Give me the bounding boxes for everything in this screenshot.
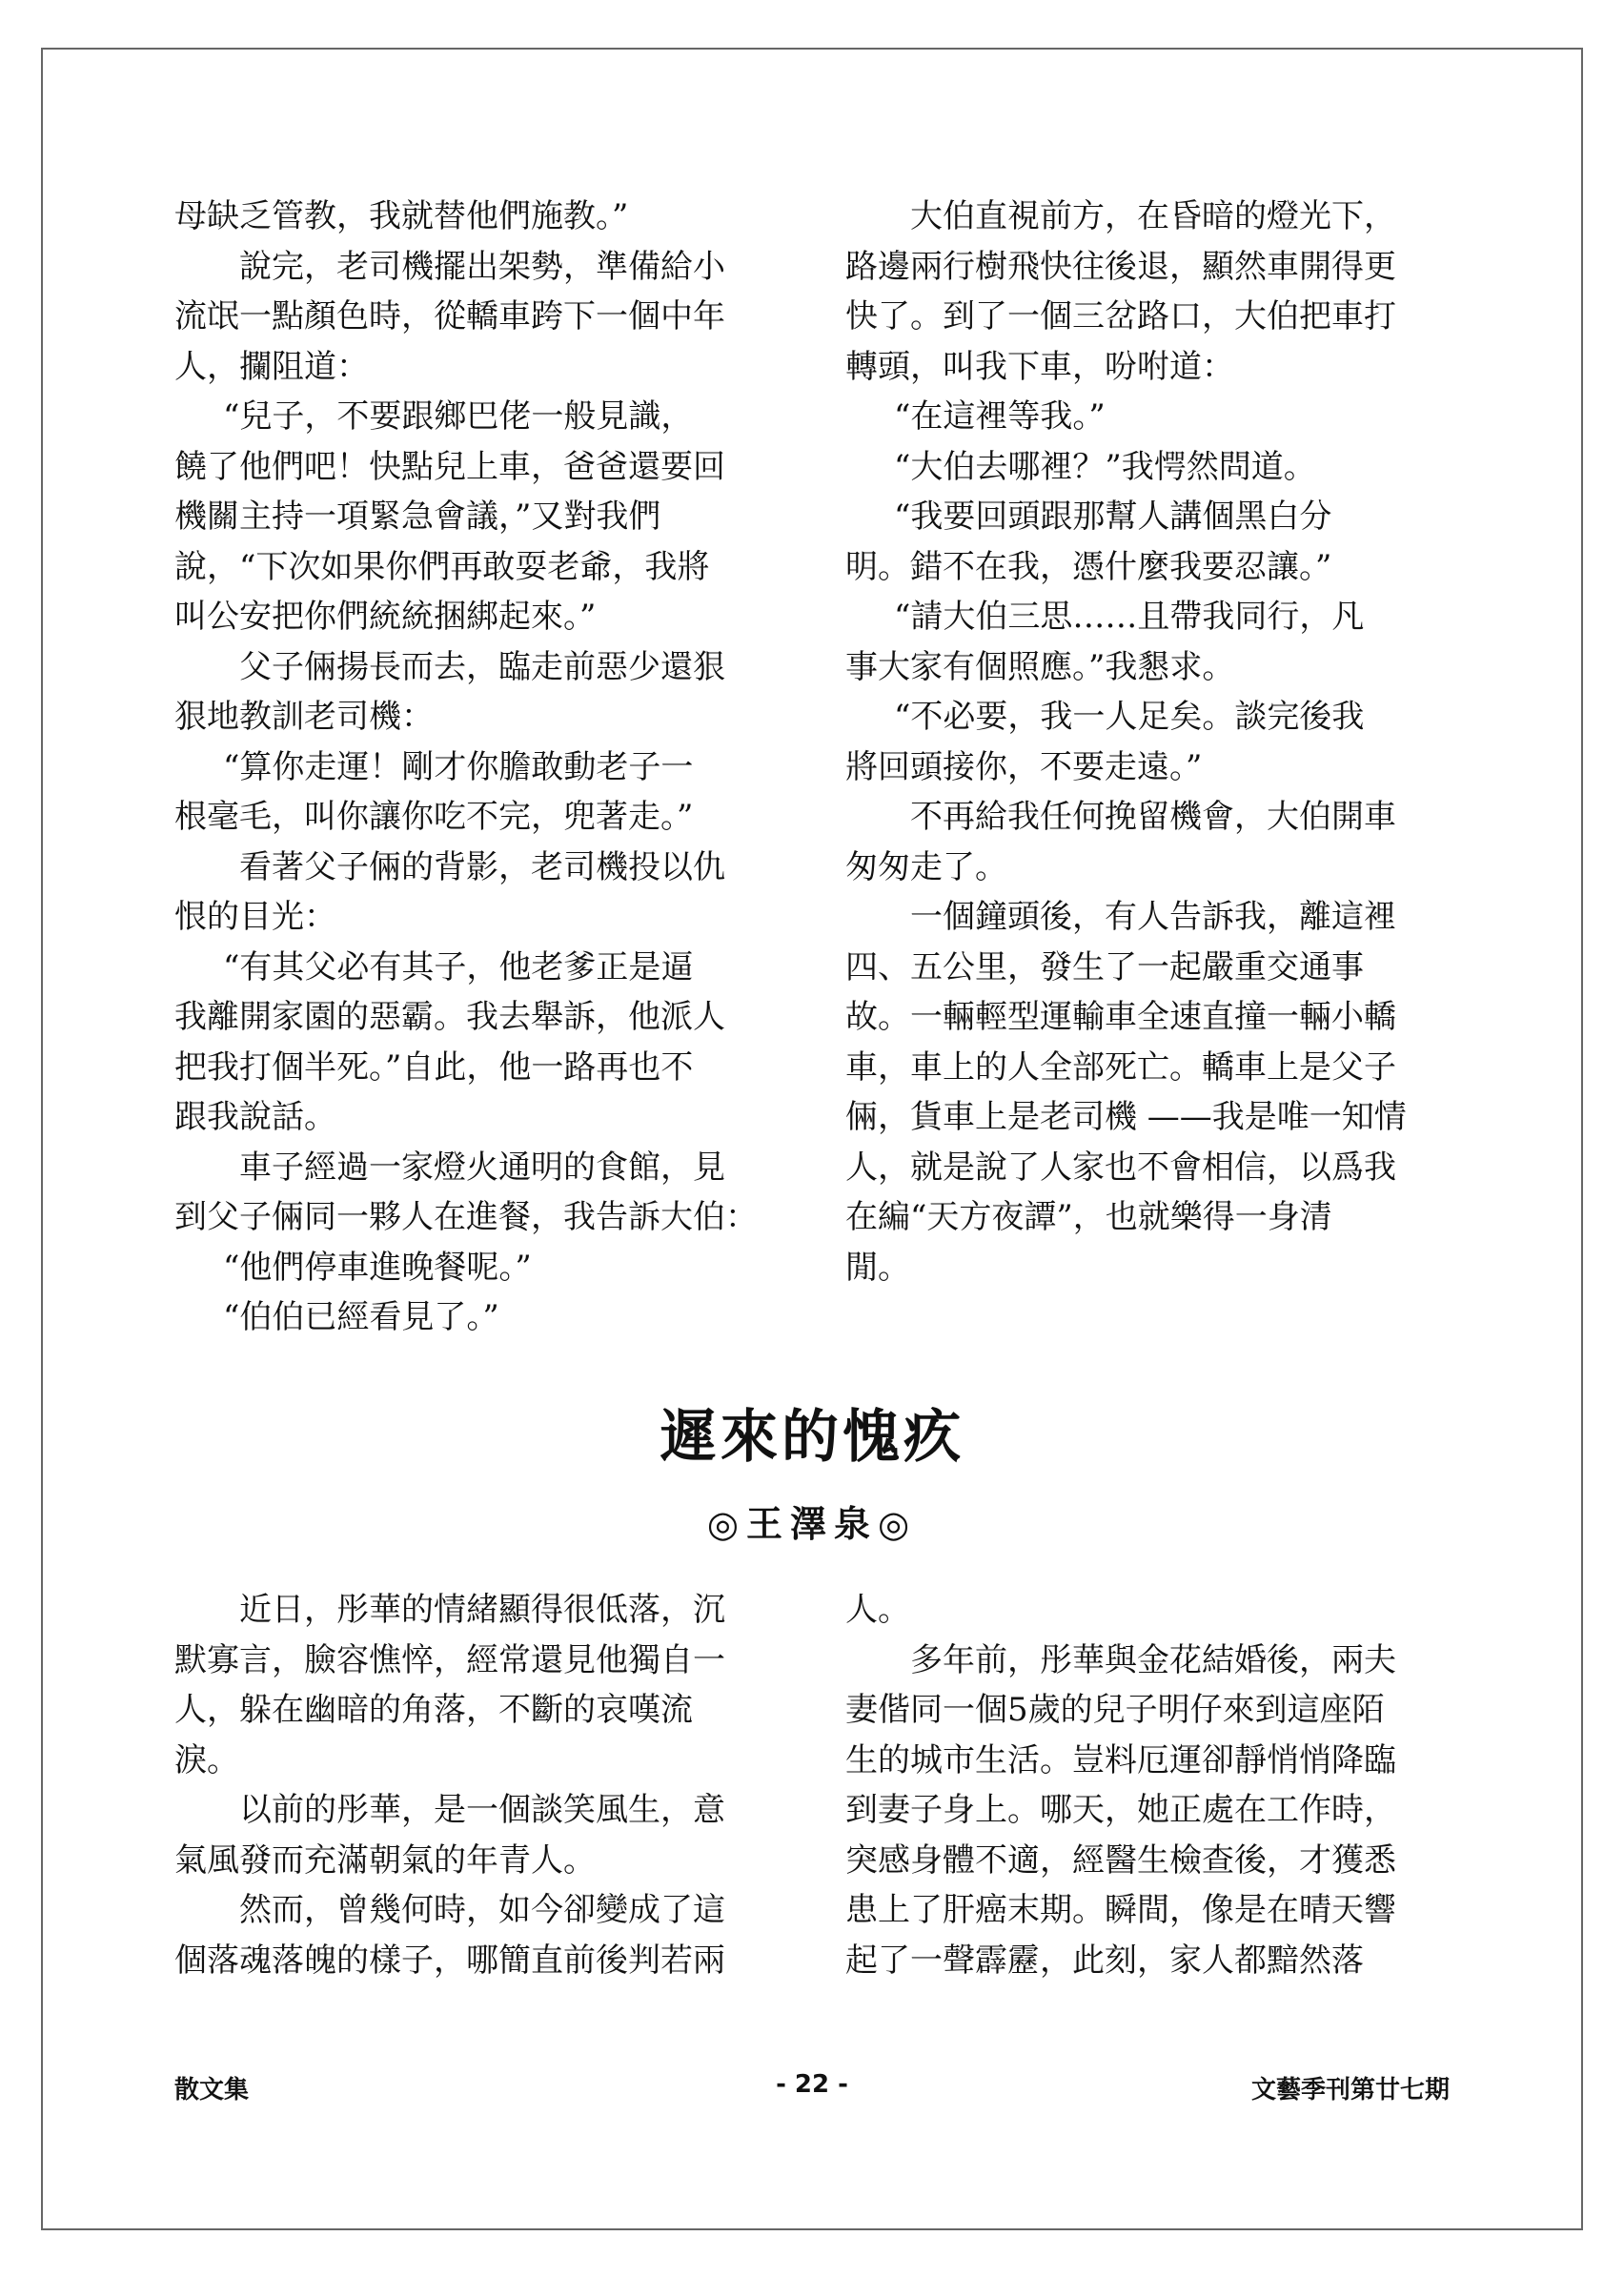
text-line: 機關主持一項緊急會議，”又對我們: [174, 498, 661, 536]
text-line: 一個鐘頭後，有人告訴我，離這裡: [910, 898, 1396, 936]
text-line: 起了一聲霹靂，此刻，家人都黯然落: [845, 1941, 1364, 1980]
text-line: 在編“天方夜譚”，也就樂得一身清: [845, 1198, 1332, 1236]
text-line: “伯伯已經看見了。”: [223, 1298, 499, 1336]
text-line: “算你走運！剛才你膽敢動老子一: [223, 747, 694, 786]
article2-right-column: [845, 1585, 1455, 1985]
text-line: 人。: [845, 1591, 910, 1629]
text-line: 快了。到了一個三岔路口，大伯把車打: [845, 297, 1396, 335]
text-line: 大伯直視前方，在昏暗的燈光下，: [910, 197, 1396, 235]
article1-left-column: [174, 192, 784, 1343]
footer-publication: 文藝季刊第廿七期: [1250, 2076, 1450, 2104]
text-line: 以前的彤華，是一個談笑風生，意: [239, 1791, 725, 1829]
text-line: 車，車上的人全部死亡。轎車上是父子: [845, 1047, 1396, 1087]
text-line: 將回頭接你，不要走遠。”: [845, 747, 1203, 786]
text-line: 路邊兩行樹飛快往後退，顯然車開得更: [845, 247, 1396, 286]
text-line: 跟我說話。: [174, 1098, 336, 1136]
text-line: 車子經過一家燈火通明的食館，見: [239, 1148, 725, 1187]
article2-left-column: [174, 1585, 784, 1985]
text-line: “兒子，不要跟鄉巴佬一般見識，: [223, 397, 694, 436]
text-line: 叫公安把你們統統捆綁起來。”: [174, 598, 597, 636]
text-line: 突感身體不適，經醫生檢查後，才獲悉: [845, 1840, 1396, 1880]
text-line: 閒。: [845, 1248, 910, 1287]
text-line: 多年前，彤華與金花結婚後，兩夫: [910, 1640, 1396, 1679]
text-line: 不再給我任何挽留機會，大伯開車: [910, 798, 1396, 836]
text-line: 妻偕同一個5歲的兒子明仔來到這座陌: [845, 1691, 1385, 1729]
text-line: 饒了他們吧！快點兒上車，爸爸還要回: [174, 447, 725, 486]
text-line: 默寡言，臉容憔悴，經常還見他獨自一: [174, 1640, 725, 1679]
text-line: 把我打個半死。”自此，他一路再也不: [174, 1047, 694, 1087]
text-line: 生的城市生活。豈料厄運卻靜悄悄降臨: [845, 1740, 1396, 1779]
text-line: “大伯去哪裡？”我愕然問道。: [894, 447, 1316, 486]
text-line: 流氓一點顏色時，從轎車跨下一個中年: [174, 297, 725, 335]
text-line: “有其父必有其子，他老爹正是逼: [223, 947, 694, 986]
text-line: “在這裡等我。”: [894, 397, 1106, 436]
footer-section-name: 散文集: [174, 2076, 250, 2104]
text-line: 母缺乏管教，我就替他們施教。”: [174, 197, 629, 235]
text-line: 轉頭，叫我下車，吩咐道：: [845, 347, 1234, 386]
text-line: 然而，曾幾何時，如今卻變成了這: [239, 1891, 725, 1929]
text-line: “不必要，我一人足矣。談完後我: [894, 698, 1365, 736]
text-line: 看著父子倆的背影，老司機投以仇: [239, 847, 725, 886]
text-line: “請大伯三思……且帶我同行，凡: [894, 598, 1365, 636]
article-title: 遲來的愧疚: [660, 1404, 964, 1471]
text-line: 人，躲在幽暗的角落，不斷的哀嘆流: [174, 1691, 693, 1729]
text-line: 說，“下次如果你們再敢耍老爺，我將: [174, 547, 710, 586]
text-line: 個落魂落魄的樣子，哪簡直前後判若兩: [174, 1941, 725, 1980]
text-line: 匆匆走了。: [845, 847, 1007, 886]
text-line: 恨的目光：: [174, 898, 336, 936]
article-author: ◎王澤泉◎: [706, 1502, 918, 1545]
article1-right-column: [845, 192, 1455, 1292]
text-line: 明。錯不在我，憑什麼我要忍讓。”: [845, 547, 1332, 586]
text-line: “我要回頭跟那幫人講個黑白分: [894, 498, 1332, 536]
text-line: “他們停車進晚餐呢。”: [223, 1248, 532, 1287]
text-line: 淚。: [174, 1740, 239, 1779]
text-line: 根毫毛，叫你讓你吃不完，兜著走。”: [174, 798, 694, 836]
text-line: 人，攔阻道：: [174, 347, 369, 386]
text-line: 患上了肝癌末期。瞬間，像是在晴天響: [845, 1891, 1396, 1929]
text-line: 事大家有個照應。”我懇求。: [845, 647, 1235, 686]
text-line: 到妻子身上。哪天，她正處在工作時，: [845, 1791, 1396, 1829]
text-line: 倆，貨車上是老司機 ——我是唯一知情: [845, 1098, 1407, 1136]
text-line: 氣風發而充滿朝氣的年青人。: [174, 1840, 596, 1880]
text-line: 四、五公里，發生了一起嚴重交通事: [845, 947, 1364, 986]
text-line: 到父子倆同一夥人在進餐，我告訴大伯：: [174, 1198, 758, 1236]
footer-page-number: - 22 -: [776, 2070, 848, 2099]
text-line: 近日，彤華的情緒顯得很低落，沉: [239, 1591, 725, 1629]
text-line: 故。一輛輕型運輸車全速直撞一輛小轎: [845, 998, 1396, 1036]
text-line: 父子倆揚長而去，臨走前惡少還狠: [239, 647, 725, 686]
text-line: 我離開家園的惡霸。我去舉訴，他派人: [174, 998, 725, 1036]
text-line: 人，就是說了人家也不會相信，以爲我: [845, 1148, 1396, 1187]
text-line: 狠地教訓老司機：: [174, 698, 434, 736]
text-line: 說完，老司機擺出架勢，準備給小: [239, 247, 725, 286]
